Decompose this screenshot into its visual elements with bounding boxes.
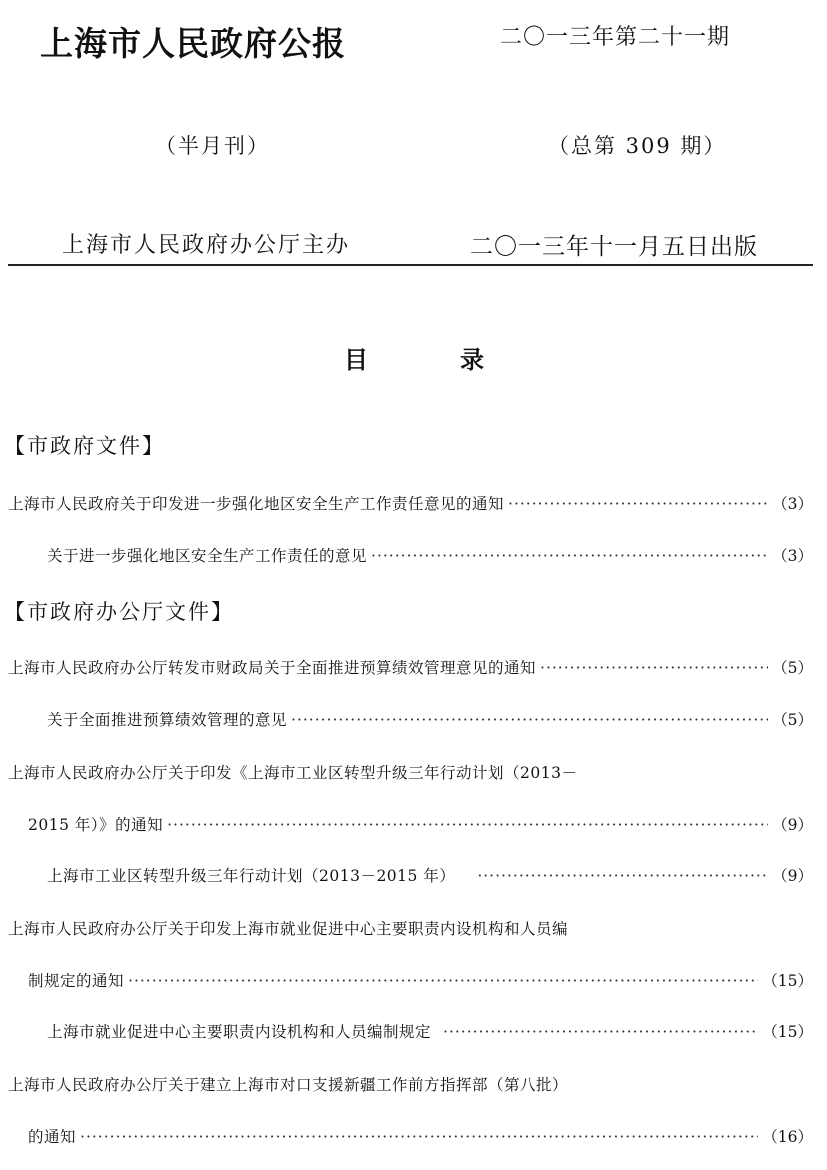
toc-entry-label: 关于全面推进预算绩效管理的意见 — [47, 711, 288, 729]
header-divider — [8, 264, 813, 266]
toc-entry-page: （3） — [772, 495, 813, 513]
leader-dots — [371, 547, 768, 565]
toc-heading-char-1: 目 — [344, 345, 368, 374]
toc-heading-char-2: 录 — [460, 345, 484, 374]
sponsor: 上海市人民政府办公厅主办 — [62, 233, 351, 258]
toc-entry[interactable] — [47, 864, 813, 886]
gazette-title: 上海市人民政府公报 — [40, 24, 346, 63]
toc-entry[interactable] — [47, 708, 813, 730]
toc-entry-label: 制规定的通知 — [28, 972, 125, 990]
toc-entry[interactable] — [8, 656, 813, 678]
toc-entry[interactable] — [47, 544, 813, 566]
leader-dots — [477, 867, 768, 885]
leader-dots — [540, 659, 768, 677]
toc-heading — [344, 340, 484, 375]
toc-entry-label-line1[interactable]: 上海市人民政府办公厅关于建立上海市对口支援新疆工作前方指挥部（第八批） — [8, 1076, 569, 1094]
leader-dots — [443, 1023, 758, 1041]
toc-entry-label: 上海市就业促进中心主要职责内设机构和人员编制规定 — [47, 1023, 432, 1041]
leader-dots — [167, 816, 768, 834]
issue-number: 二〇一三年第二十一期 — [500, 25, 731, 50]
toc-entry-label: 上海市人民政府关于印发进一步强化地区安全生产工作责任意见的通知 — [8, 495, 505, 513]
toc-entry-page: （3） — [772, 547, 813, 565]
toc-entry-label: 关于进一步强化地区安全生产工作责任的意见 — [47, 547, 368, 565]
publish-date: 二〇一三年十一月五日出版 — [470, 234, 758, 260]
toc-entry-page: （9） — [772, 816, 813, 834]
leader-dots — [80, 1128, 758, 1146]
leader-dots — [128, 972, 758, 990]
leader-dots — [291, 711, 768, 729]
toc-entry-label: 的通知 — [28, 1128, 77, 1146]
toc-entry-page: （5） — [772, 711, 813, 729]
toc-entry[interactable] — [28, 813, 813, 835]
leader-dots — [508, 495, 768, 513]
toc-entry-page: （15） — [762, 972, 813, 990]
toc-entry-label-line1[interactable]: 上海市人民政府办公厅关于印发《上海市工业区转型升级三年行动计划（2013－ — [8, 764, 578, 782]
toc-entry-page: （15） — [762, 1023, 813, 1041]
section-heading-general-office: 【市政府办公厅文件】 — [4, 600, 234, 624]
toc-entry-label-line1[interactable]: 上海市人民政府办公厅关于印发上海市就业促进中心主要职责内设机构和人员编 — [8, 920, 569, 938]
toc-entry-label: 2015 年）》的通知 — [28, 816, 164, 834]
toc-entry-page: （5） — [772, 659, 813, 677]
toc-entry-label: 上海市人民政府办公厅转发市财政局关于全面推进预算绩效管理意见的通知 — [8, 659, 537, 677]
toc-entry[interactable] — [8, 492, 813, 514]
toc-entry-label: 上海市工业区转型升级三年行动计划（2013－2015 年） — [47, 867, 456, 885]
publication-frequency: （半月刊） — [155, 134, 270, 158]
toc-entry[interactable] — [47, 1020, 813, 1042]
toc-entry-page: （9） — [772, 867, 813, 885]
section-heading-municipal-government: 【市政府文件】 — [4, 434, 165, 458]
toc-entry-page: （16） — [762, 1128, 813, 1146]
toc-entry[interactable] — [28, 1125, 813, 1147]
toc-entry[interactable] — [28, 969, 813, 991]
total-issue-number: （总第 309 期） — [548, 134, 727, 158]
